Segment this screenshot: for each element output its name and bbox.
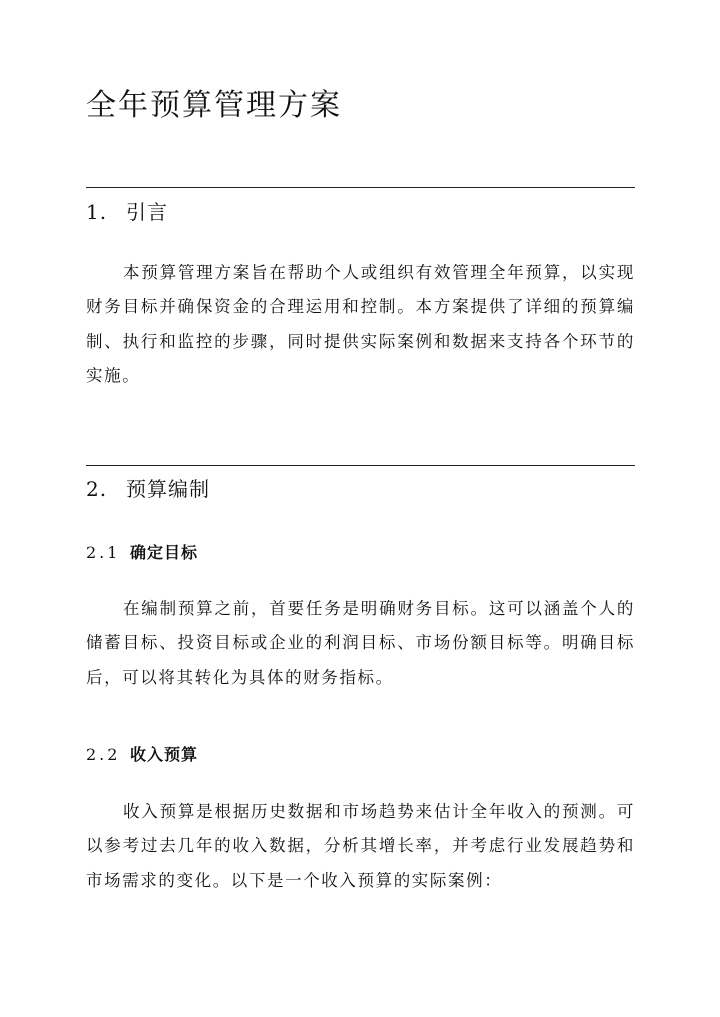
- introduction-paragraph: 本预算管理方案旨在帮助个人或组织有效管理全年预算，以实现财务目标并确保资金的合理运用和控制。本方案提供了详细的预算编制、执行和监控的步骤，同时提供实际案例和数据来支持各个环节的实施。: [86, 263, 635, 385]
- subsection-title: 确定目标: [130, 543, 199, 562]
- section-title: 引言: [126, 200, 168, 224]
- section-divider: [86, 187, 635, 188]
- section-divider: [86, 465, 635, 466]
- document-title: 全年预算管理方案: [86, 88, 342, 123]
- income-budget-paragraph: 收入预算是根据历史数据和市场趋势来估计全年收入的预测。可以参考过去几年的收入数据，分析其增长率，并考虑行业发展趋势和市场需求的变化。以下是一个收入预算的实际案例：: [86, 802, 635, 890]
- set-goals-paragraph: 在编制预算之前，首要任务是明确财务目标。这可以涵盖个人的储蓄目标、投资目标或企业的利润目标、市场份额目标等。明确目标后，可以将其转化为具体的财务指标。: [86, 599, 635, 687]
- section-heading-introduction: [86, 197, 168, 227]
- subsection-title: 收入预算: [130, 745, 199, 764]
- subsection-number: 2.2: [86, 745, 121, 764]
- subsection-heading-income-budget: [86, 743, 198, 767]
- section-number: 1.: [86, 200, 108, 224]
- section-number: 2.: [86, 477, 108, 501]
- subsection-number: 2.1: [86, 543, 121, 562]
- section-heading-budget-preparation: [86, 474, 210, 504]
- subsection-heading-set-goals: [86, 541, 198, 565]
- section-title: 预算编制: [126, 477, 210, 501]
